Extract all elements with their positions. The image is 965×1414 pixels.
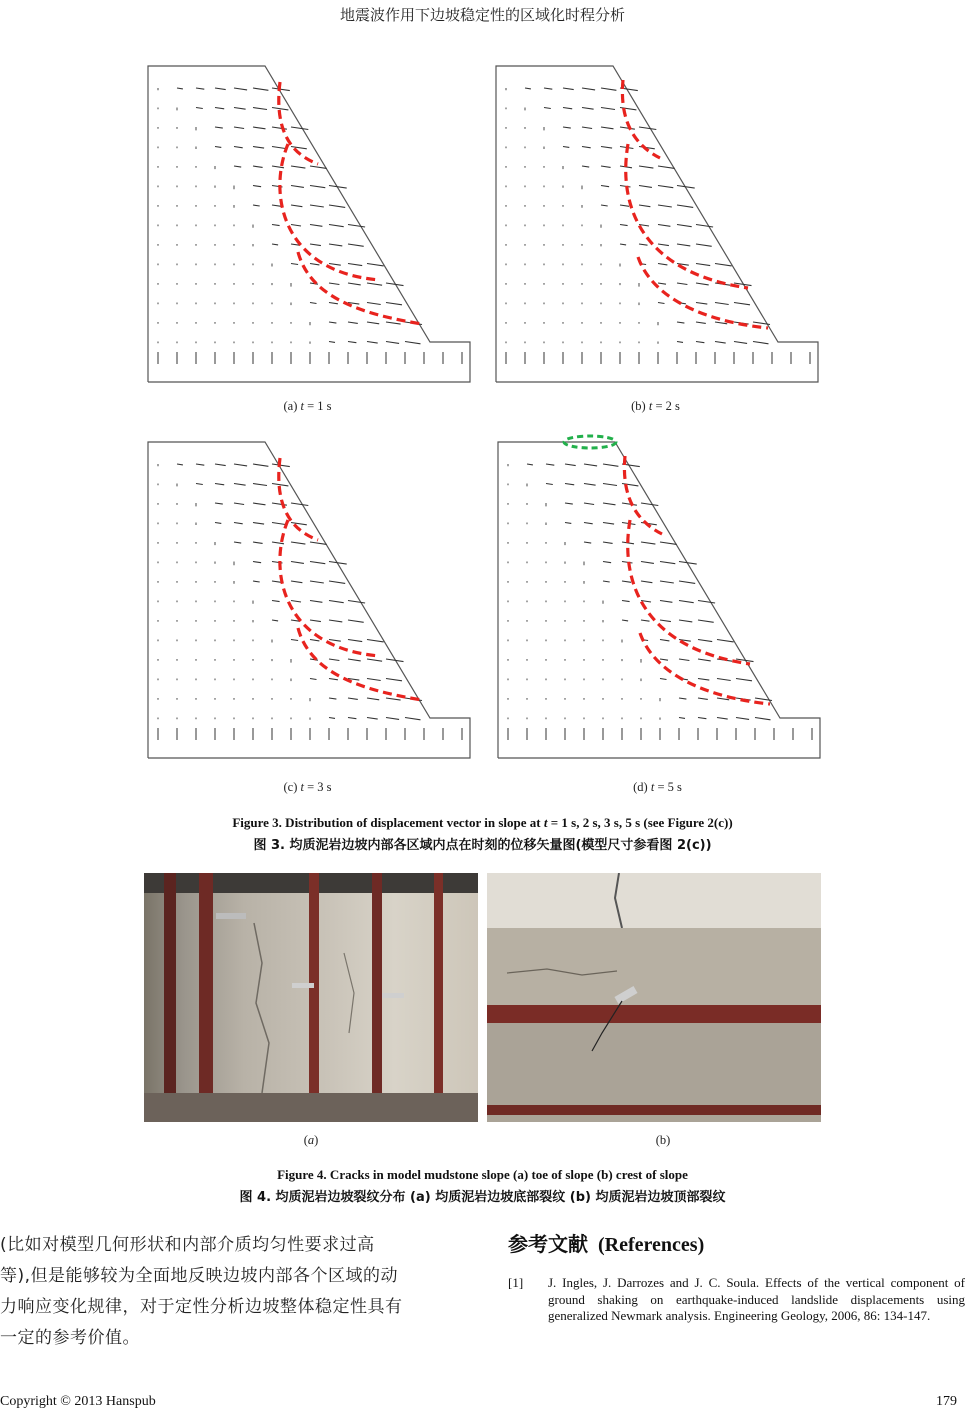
displacement-vector bbox=[329, 640, 341, 642]
displacement-vector bbox=[717, 640, 734, 642]
slope-outline bbox=[496, 66, 818, 382]
slip-surface-curve bbox=[280, 520, 380, 656]
displacement-vector bbox=[329, 601, 344, 603]
displacement-vector bbox=[658, 264, 667, 265]
displacement-vector bbox=[639, 186, 652, 188]
displacement-vector bbox=[215, 88, 226, 90]
displacement-vector bbox=[563, 108, 572, 109]
figure3-panel-d bbox=[490, 428, 825, 768]
displacement-vector bbox=[696, 283, 709, 285]
slope-outline bbox=[148, 66, 470, 382]
displacement-vector bbox=[641, 581, 652, 583]
displacement-vector bbox=[639, 127, 656, 130]
displacement-vector bbox=[348, 244, 364, 246]
displacement-vector bbox=[329, 225, 344, 227]
body-line: 等),但是能够较为全面地反映边坡内部各个区域的动 bbox=[0, 1266, 399, 1286]
displacement-vector bbox=[253, 484, 267, 486]
displacement-vector bbox=[253, 186, 261, 187]
displacement-vector bbox=[386, 718, 399, 720]
displacement-vector bbox=[641, 542, 655, 544]
displacement-vector bbox=[734, 342, 747, 344]
displacement-vector bbox=[291, 205, 302, 207]
displacement-vector bbox=[234, 127, 244, 129]
displacement-vector bbox=[641, 562, 654, 564]
displacement-vector bbox=[698, 718, 706, 719]
displacement-vector bbox=[329, 581, 345, 583]
displacement-vector bbox=[677, 322, 684, 323]
figure4-label-b: (b) bbox=[655, 1133, 671, 1147]
displacement-vector bbox=[736, 718, 749, 720]
displacement-vector bbox=[658, 283, 666, 284]
displacement-vector bbox=[310, 679, 317, 680]
displacement-vector bbox=[639, 244, 648, 245]
displacement-vector bbox=[291, 225, 301, 227]
displacement-vector bbox=[177, 88, 183, 89]
displacement-vector bbox=[367, 342, 378, 344]
slope-vector-plot-c bbox=[140, 428, 475, 768]
displacement-vector bbox=[658, 225, 670, 227]
displacement-vector bbox=[679, 620, 692, 622]
displacement-vector bbox=[565, 523, 571, 524]
references-heading: 参考文献 (References) bbox=[508, 1232, 705, 1256]
displacement-vector bbox=[601, 166, 611, 167]
displacement-vector bbox=[196, 108, 203, 109]
displacement-vector bbox=[272, 601, 280, 602]
displacement-vector bbox=[641, 620, 650, 621]
displacement-vector bbox=[234, 484, 246, 486]
displacement-vector bbox=[215, 127, 223, 128]
displacement-vector bbox=[291, 542, 305, 544]
displacement-vector bbox=[367, 303, 381, 305]
footer-copyright: Copyright © 2013 Hanspub bbox=[0, 1394, 156, 1409]
displacement-vector bbox=[715, 342, 726, 344]
displacement-vector bbox=[658, 166, 675, 168]
displacement-vector bbox=[563, 127, 571, 128]
displacement-vector bbox=[234, 542, 241, 543]
body-line: 力响应变化规律，对于定性分析边坡整体稳定性具有 bbox=[0, 1297, 403, 1317]
slip-surface-curve bbox=[298, 252, 422, 324]
displacement-vector bbox=[601, 186, 609, 187]
displacement-vector bbox=[622, 601, 630, 602]
displacement-vector bbox=[272, 166, 284, 168]
displacement-vector bbox=[696, 264, 710, 266]
displacement-vector bbox=[253, 88, 268, 90]
panel-caption-b: (b) t = 2 s bbox=[631, 399, 680, 413]
displacement-vector bbox=[679, 601, 694, 603]
displacement-vector bbox=[698, 601, 715, 604]
slope-vector-plot-d bbox=[490, 428, 825, 768]
displacement-vector bbox=[620, 244, 626, 245]
displacement-vector bbox=[253, 108, 267, 110]
displacement-vector bbox=[639, 205, 650, 207]
displacement-vector bbox=[215, 147, 221, 148]
displacement-vector bbox=[620, 127, 635, 129]
displacement-vector bbox=[329, 342, 335, 343]
displacement-vector bbox=[582, 88, 595, 90]
displacement-vector bbox=[755, 718, 771, 720]
displacement-vector bbox=[601, 108, 615, 110]
displacement-vector bbox=[584, 523, 593, 524]
displacement-vector bbox=[291, 523, 307, 525]
panel-caption-d: (d) t = 5 s bbox=[633, 780, 682, 794]
displacement-vector bbox=[753, 342, 769, 344]
displacement-vector bbox=[348, 601, 365, 604]
displacement-vector bbox=[527, 464, 533, 465]
displacement-vector bbox=[291, 166, 305, 168]
panel-caption-c: (c) t = 3 s bbox=[283, 780, 332, 794]
displacement-vector bbox=[660, 562, 675, 564]
displacement-vector bbox=[603, 542, 613, 543]
displacement-vector bbox=[234, 147, 243, 148]
displacement-vector bbox=[234, 166, 241, 167]
displacement-vector bbox=[603, 581, 610, 582]
displacement-vector bbox=[660, 542, 677, 544]
displacement-vector bbox=[660, 581, 674, 583]
displacement-vector bbox=[622, 581, 631, 582]
displacement-vector bbox=[253, 523, 264, 525]
displacement-vector bbox=[291, 581, 302, 583]
displacement-vector bbox=[696, 303, 707, 305]
displacement-vector bbox=[386, 698, 401, 700]
displacement-vector bbox=[546, 484, 553, 485]
displacement-vector bbox=[310, 542, 327, 544]
displacement-vector bbox=[641, 503, 658, 506]
displacement-vector bbox=[253, 127, 266, 129]
displacement-vector bbox=[582, 127, 592, 129]
reference-number: [1] bbox=[508, 1275, 524, 1290]
displacement-vector bbox=[234, 503, 244, 505]
displacement-vector bbox=[196, 88, 204, 89]
displacement-vector bbox=[215, 484, 224, 485]
displacement-vector bbox=[736, 679, 752, 681]
displacement-vector bbox=[348, 620, 364, 622]
displacement-vector bbox=[291, 147, 307, 149]
displacement-vector bbox=[565, 503, 573, 504]
toe-photo-drawing bbox=[144, 873, 478, 1122]
displacement-vector bbox=[329, 620, 342, 622]
displacement-vector bbox=[679, 581, 695, 583]
displacement-vector bbox=[310, 562, 325, 564]
displacement-vector bbox=[348, 698, 358, 699]
photo-slope-toe bbox=[144, 873, 478, 1122]
displacement-vector bbox=[272, 484, 288, 486]
figure3-caption-zh: 图 3. 均质泥岩边坡内部各区域内点在时刻的位移矢量图(模型尺寸参看图 2(c)) bbox=[253, 838, 712, 853]
displacement-vector bbox=[405, 342, 421, 344]
displacement-vector bbox=[310, 601, 322, 603]
displacement-vector bbox=[329, 244, 342, 246]
displacement-vector bbox=[253, 205, 260, 206]
displacement-vector bbox=[272, 225, 280, 226]
displacement-vector bbox=[698, 620, 714, 622]
displacement-vector bbox=[544, 88, 552, 89]
displacement-vector bbox=[679, 659, 689, 661]
displacement-vector bbox=[215, 503, 223, 504]
displacement-vector bbox=[622, 503, 637, 505]
displacement-vector bbox=[310, 205, 324, 207]
displacement-vector bbox=[563, 147, 569, 148]
displacement-vector bbox=[677, 225, 692, 227]
body-line: 一定的参考价值。 bbox=[0, 1328, 140, 1348]
running-header: 地震波作用下边坡稳定性的区域化时程分析 bbox=[339, 6, 625, 24]
figure3-panel-c bbox=[140, 428, 475, 768]
displacement-vector bbox=[546, 464, 554, 465]
displacement-vector bbox=[310, 186, 325, 188]
displacement-vector bbox=[620, 205, 629, 206]
displacement-vector bbox=[386, 342, 399, 344]
displacement-vector bbox=[310, 640, 319, 641]
displacement-vector bbox=[584, 484, 596, 486]
displacement-vector bbox=[660, 640, 669, 641]
displacement-vector bbox=[272, 523, 285, 525]
displacement-vector bbox=[386, 679, 402, 681]
slope-vector-plot-b bbox=[488, 52, 823, 392]
displacement-vector bbox=[272, 620, 278, 621]
displacement-vector bbox=[329, 283, 339, 285]
figure3-panel-b bbox=[488, 52, 823, 392]
displacement-vector bbox=[234, 523, 243, 524]
displacement-vector bbox=[603, 503, 616, 505]
displacement-vector bbox=[291, 127, 308, 130]
displacement-vector bbox=[291, 186, 304, 188]
displacement-vector bbox=[565, 484, 574, 485]
displacement-vector bbox=[601, 205, 608, 206]
displacement-vector bbox=[698, 679, 709, 681]
displacement-vector bbox=[698, 640, 712, 642]
slip-surface-curve bbox=[628, 520, 750, 664]
displacement-vector bbox=[717, 718, 728, 720]
displacement-vector bbox=[310, 303, 317, 304]
displacement-vector bbox=[234, 88, 247, 90]
displacement-vector bbox=[563, 88, 574, 90]
slope-outline bbox=[148, 442, 470, 758]
displacement-vector bbox=[291, 562, 304, 564]
displacement-vector bbox=[329, 679, 338, 680]
displacement-vector bbox=[677, 342, 683, 343]
displacement-vector bbox=[329, 205, 345, 207]
displacement-vector bbox=[177, 464, 183, 465]
reference-text: J. Ingles, J. Darrozes and J. C. Soula. Effects of the vertical component of ground shaking on earthquake-induced landslide displacements using generalized Newmark analysis. Engineering Geology, 2006, 86: 134-147. bbox=[548, 1275, 965, 1323]
displacement-vector bbox=[696, 342, 704, 343]
displacement-vector bbox=[601, 147, 612, 149]
displacement-vector bbox=[329, 718, 335, 719]
displacement-vector bbox=[215, 108, 224, 109]
displacement-vector bbox=[386, 322, 401, 324]
displacement-vector bbox=[329, 322, 336, 323]
displacement-vector bbox=[367, 640, 384, 642]
displacement-vector bbox=[348, 342, 356, 343]
displacement-vector bbox=[367, 283, 382, 285]
slope-outline bbox=[498, 442, 820, 758]
displacement-vector bbox=[582, 147, 591, 148]
displacement-vector bbox=[603, 464, 618, 466]
displacement-vector bbox=[639, 166, 653, 168]
displacement-vector bbox=[620, 225, 628, 226]
displacement-vector bbox=[253, 542, 263, 543]
displacement-vector bbox=[215, 464, 226, 466]
displacement-vector bbox=[584, 464, 597, 466]
displacement-vector bbox=[696, 225, 713, 228]
figure4-caption-en: Figure 4. Cracks in model mudstone slope (a) toe of slope (b) crest of slope bbox=[277, 1167, 688, 1182]
displacement-vector bbox=[582, 166, 589, 167]
displacement-vector bbox=[405, 718, 421, 720]
displacement-vector bbox=[367, 698, 379, 700]
displacement-vector bbox=[717, 679, 731, 681]
displacement-vector bbox=[196, 484, 203, 485]
displacement-vector bbox=[367, 659, 382, 661]
displacement-vector bbox=[310, 225, 322, 227]
figure4-caption-zh: 图 4. 均质泥岩边坡裂纹分布 (a) 均质泥岩边坡底部裂纹 (b) 均质泥岩边坡顶部裂纹 bbox=[239, 1190, 726, 1205]
displacement-vector bbox=[253, 562, 261, 563]
slip-surface-curve bbox=[280, 144, 380, 280]
displacement-vector bbox=[677, 244, 690, 246]
footer-page-number: 179 bbox=[936, 1394, 957, 1409]
displacement-vector bbox=[677, 205, 693, 207]
displacement-vector bbox=[329, 264, 341, 266]
displacement-vector bbox=[679, 698, 686, 699]
displacement-vector bbox=[196, 464, 204, 465]
displacement-vector bbox=[679, 718, 685, 719]
displacement-vector bbox=[329, 303, 338, 304]
displacement-vector bbox=[272, 108, 288, 110]
displacement-vector bbox=[584, 503, 594, 505]
displacement-vector bbox=[348, 718, 356, 719]
body-paragraph bbox=[0, 1230, 460, 1354]
displacement-vector bbox=[329, 659, 339, 661]
displacement-vector bbox=[348, 283, 361, 285]
displacement-vector bbox=[698, 659, 711, 661]
slope-vector-plot-a bbox=[140, 52, 475, 392]
displacement-vector bbox=[367, 322, 379, 324]
displacement-vector bbox=[348, 640, 362, 642]
displacement-vector bbox=[660, 601, 672, 603]
displacement-vector bbox=[367, 718, 378, 720]
displacement-vector bbox=[696, 244, 712, 246]
displacement-vector bbox=[603, 562, 611, 563]
displacement-vector bbox=[272, 147, 285, 149]
figure3-caption-en: Figure 3. Distribution of displacement vector in slope at t = 1 s, 2 s, 3 s, 5 s (see Figure 2(c)) bbox=[232, 815, 733, 830]
displacement-vector bbox=[253, 166, 263, 167]
displacement-vector bbox=[544, 108, 551, 109]
displacement-vector bbox=[658, 303, 665, 304]
displacement-vector bbox=[715, 303, 729, 305]
displacement-vector bbox=[660, 679, 667, 680]
displacement-vector bbox=[677, 283, 687, 285]
displacement-vector bbox=[386, 303, 402, 305]
figure4-label-a: (a) bbox=[303, 1133, 319, 1147]
panel-caption-a: (a) t = 1 s bbox=[283, 399, 332, 413]
displacement-vector bbox=[603, 484, 617, 486]
displacement-vector bbox=[253, 581, 260, 582]
displacement-vector bbox=[715, 264, 732, 266]
displacement-vector bbox=[348, 264, 362, 266]
displacement-vector bbox=[310, 166, 327, 168]
displacement-vector bbox=[601, 127, 614, 129]
displacement-vector bbox=[584, 542, 591, 543]
displacement-vector bbox=[622, 620, 628, 621]
displacement-vector bbox=[658, 186, 673, 188]
displacement-vector bbox=[348, 225, 365, 228]
displacement-vector bbox=[272, 205, 281, 206]
displacement-vector bbox=[698, 698, 708, 699]
displacement-vector bbox=[272, 542, 284, 544]
displacement-vector bbox=[367, 264, 384, 266]
displacement-vector bbox=[348, 659, 361, 661]
displacement-vector bbox=[660, 659, 668, 660]
displacement-vector bbox=[329, 698, 336, 699]
slip-surface-curve bbox=[298, 628, 422, 700]
displacement-vector bbox=[291, 601, 301, 603]
displacement-vector bbox=[291, 640, 298, 641]
displacement-vector bbox=[660, 620, 671, 622]
displacement-vector bbox=[234, 464, 247, 466]
displacement-vector bbox=[565, 464, 576, 466]
displacement-vector bbox=[234, 108, 246, 110]
displacement-vector bbox=[310, 581, 324, 583]
crest-photo-drawing bbox=[487, 873, 821, 1122]
displacement-vector bbox=[253, 503, 266, 505]
displacement-vector bbox=[253, 464, 268, 466]
displacement-vector bbox=[348, 322, 358, 323]
displacement-vector bbox=[734, 303, 750, 305]
displacement-vector bbox=[291, 503, 308, 506]
displacement-vector bbox=[310, 264, 319, 265]
displacement-vector bbox=[253, 147, 264, 149]
displacement-vector bbox=[272, 244, 278, 245]
displacement-vector bbox=[310, 620, 321, 622]
photo-slope-crest bbox=[487, 873, 821, 1122]
displacement-vector bbox=[658, 244, 669, 246]
displacement-vector bbox=[367, 679, 381, 681]
displacement-vector bbox=[658, 205, 672, 207]
displacement-vector bbox=[696, 322, 706, 323]
displacement-vector bbox=[291, 264, 298, 265]
displacement-vector bbox=[310, 244, 321, 246]
displacement-vector bbox=[601, 88, 616, 90]
displacement-vector bbox=[603, 523, 614, 525]
body-line: (比如对模型几何形状和内部介质均匀性要求过高 bbox=[0, 1235, 375, 1255]
slip-surface-curve bbox=[626, 144, 748, 288]
displacement-vector bbox=[215, 523, 221, 524]
figure3-panel-a bbox=[140, 52, 475, 392]
displacement-vector bbox=[525, 88, 531, 89]
displacement-vector bbox=[582, 108, 594, 110]
displacement-vector bbox=[272, 581, 281, 582]
